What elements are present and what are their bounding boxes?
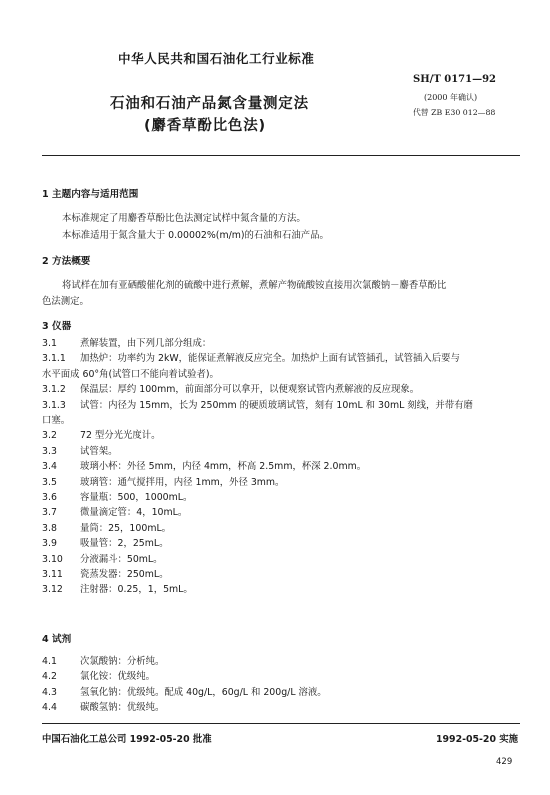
item-number: 3.1.1: [42, 353, 66, 365]
item-text: 煮解装置，由下列几部分组成：: [80, 338, 212, 349]
item-text: 碳酸氢钠：优级纯。: [80, 702, 165, 714]
standard-code: SH/T 0171—92: [413, 74, 496, 85]
list-item: [42, 521, 171, 536]
item-text: 吸量管：2，25mL。: [80, 538, 169, 550]
item-text: 水平面成 60°角(试管口不能向着试验者)。: [42, 368, 219, 380]
item-text: 容量瓶：500，1000mL。: [80, 492, 193, 503]
item-number: 4.2: [42, 671, 57, 683]
item-text: 氢氧化钠：优级纯。配成 40g/L，60g/L 和 200g/L 溶液。: [80, 686, 327, 698]
item-text: 瓷蒸发器：250mL。: [80, 569, 169, 580]
list-item: [42, 490, 192, 505]
approval-line: 中国石油化工总公司 1992-05-20 批准: [42, 734, 212, 745]
item-number: 4.1: [42, 656, 57, 667]
confirmed-note: (2000 年确认): [424, 93, 478, 102]
list-item: [42, 505, 187, 520]
list-item: [42, 351, 460, 366]
section-4-heading: 4 试剂: [42, 634, 72, 645]
list-item: [42, 567, 169, 582]
item-number: 3.3: [42, 445, 57, 457]
list-item: [42, 336, 211, 351]
list-item: [42, 413, 70, 428]
item-number: 3.10: [42, 553, 63, 565]
item-number: 3.11: [42, 569, 63, 580]
list-item: [42, 428, 161, 443]
list-item: [42, 382, 419, 397]
list-item: [42, 444, 118, 459]
item-number: 3.6: [42, 492, 57, 503]
item-text: 加热炉：功率约为 2kW，能保证煮解液反应完全。加热炉上面有试管插孔，试管插入后要与: [80, 353, 460, 365]
document-title: 石油和石油产品氮含量测定法: [110, 96, 309, 112]
item-number: 3.1: [42, 338, 57, 349]
section-3-heading: 3 仪器: [42, 321, 72, 332]
item-text: 试管：内径为 15mm，长为 250mm 的硬质玻璃试管，刻有 10mL 和 30mL 刻线，并带有磨: [80, 399, 473, 411]
section-1-paragraph-2: 本标准适用于氮含量大于 0.00002%(m/m)的石油和石油产品。: [62, 230, 329, 241]
item-text: 分液漏斗：50mL。: [80, 553, 163, 565]
item-text: 口塞。: [42, 415, 71, 426]
list-item: [42, 398, 473, 413]
item-number: 3.9: [42, 538, 57, 550]
item-text: 玻璃管：通气搅拌用，内径 1mm，外径 3mm。: [80, 476, 285, 488]
item-text: 72 型分光光度计。: [80, 430, 161, 442]
list-item: [42, 700, 164, 715]
header-rule: [42, 155, 520, 156]
list-item: [42, 582, 193, 597]
list-item: [42, 475, 284, 490]
footer-rule: [42, 723, 520, 724]
list-item: [42, 536, 169, 551]
section-1-paragraph-1: 本标准规定了用麝香草酚比色法测定试样中氮含量的方法。: [62, 213, 306, 224]
list-item: [42, 654, 164, 669]
list-item: [42, 669, 155, 684]
item-text: 注射器：0.25，1，5mL。: [80, 584, 193, 596]
item-number: 3.8: [42, 522, 57, 534]
item-text: 玻璃小杯：外径 5mm，内径 4mm，杯高 2.5mm，杯深 2.0mm。: [80, 461, 367, 473]
section-2-paragraph-line-1: 将试样在加有亚硒酸催化剂的硫酸中进行煮解，煮解产物硫酸铵直接用次氯酸钠－麝香草酚比: [62, 280, 447, 291]
item-text: 量筒：25，100mL。: [80, 522, 172, 534]
list-item: [42, 685, 327, 700]
section-2-heading: 2 方法概要: [42, 256, 91, 267]
section-1-heading: 1 主题内容与适用范围: [42, 189, 139, 200]
item-text: 微量滴定管：4，10mL。: [80, 507, 188, 519]
page-number: 429: [496, 757, 513, 767]
item-text: 氯化铵：优级纯。: [80, 671, 156, 683]
item-number: 3.4: [42, 461, 57, 473]
list-item: [42, 459, 366, 474]
item-number: 3.5: [42, 476, 57, 488]
item-number: 3.12: [42, 584, 63, 596]
item-text: 试管架。: [80, 445, 118, 457]
item-number: 3.1.3: [42, 399, 66, 411]
effective-date: 1992-05-20 实施: [436, 734, 518, 745]
item-number: 3.7: [42, 507, 57, 519]
list-item: [42, 367, 219, 382]
item-number: 4.4: [42, 702, 57, 714]
replaces-note: 代替 ZB E30 012—88: [413, 108, 496, 117]
item-text: 次氯酸钠：分析纯。: [80, 656, 165, 667]
document-subtitle: (麝香草酚比色法): [144, 118, 266, 134]
item-number: 3.1.2: [42, 384, 66, 396]
standard-category: 中华人民共和国石油化工行业标准: [118, 51, 315, 66]
item-number: 3.2: [42, 430, 57, 442]
section-2-paragraph-line-2: 色法测定。: [42, 296, 89, 307]
list-item: [42, 552, 163, 567]
item-number: 4.3: [42, 686, 57, 698]
item-text: 保温层：厚约 100mm，前面部分可以拿开，以便观察试管内煮解液的反应现象。: [80, 384, 420, 396]
